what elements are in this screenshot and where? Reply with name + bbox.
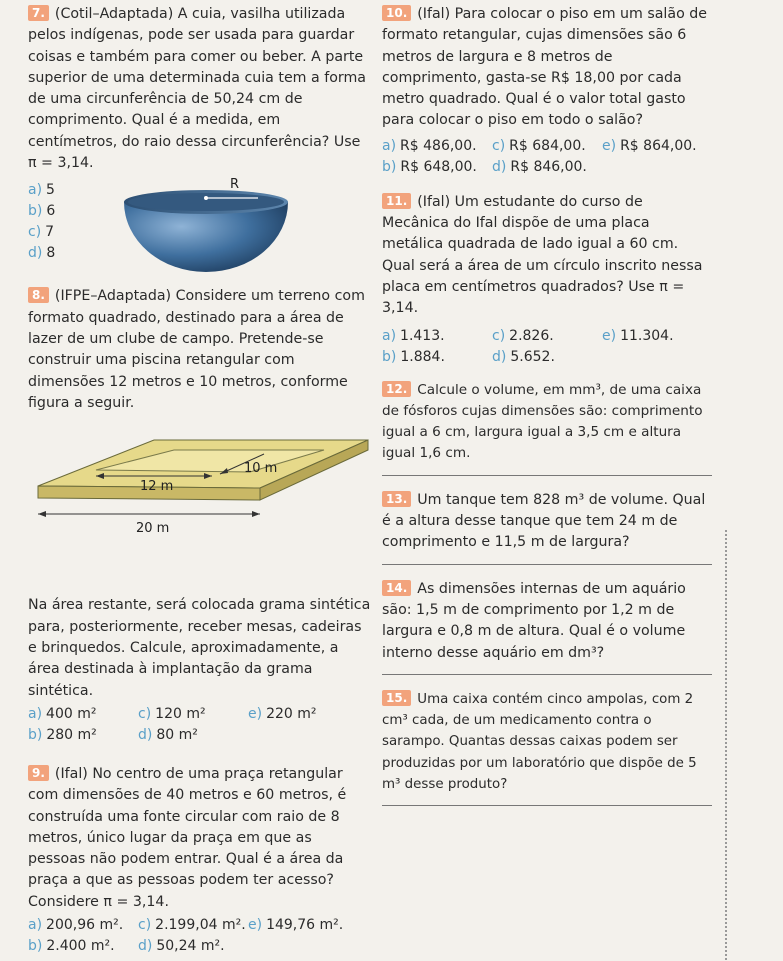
- question-9-option-d[interactable]: d) 50,24 m².: [138, 938, 225, 955]
- page-edge-dots: [725, 530, 727, 960]
- question-9-options: [28, 915, 373, 957]
- right-column: [382, 4, 712, 820]
- question-7-option-d[interactable]: d) 8: [28, 245, 56, 262]
- question-10-text: [382, 4, 712, 132]
- question-14-statement: As dimensões internas de um aquário são: 1,5 m de comprimento por 1,2 m de largura e 0,8 m de altura. Qual é o volume interno desse aquário em dm³?: [382, 580, 686, 661]
- question-12-number: 12.: [382, 381, 411, 397]
- question-7-number: 7.: [28, 5, 49, 21]
- question-10-statement: (Ifal) Para colocar o piso em um salão de formato retangular, cujas dimensões são 6 metros de largura e 8 metros de comprimento, gasta-se R$ 18,00 por cada metro quadrado. Qual é o valor total gasto para colocar o piso em todo o salão?: [382, 6, 707, 129]
- cuia-bowl-figure: [106, 170, 306, 274]
- question-11-option-c[interactable]: c) 2.826.: [492, 327, 554, 344]
- question-8-option-e[interactable]: e) 220 m²: [248, 705, 317, 722]
- question-14: [382, 579, 712, 675]
- pool-figure: [28, 420, 373, 580]
- question-11-statement: (Ifal) Um estudante do curso de Mecânica do Ifal dispõe de uma placa metálica quadrada de lado igual a 60 cm. Qual será a área de um círculo inscrito nessa placa em centímetros quadrados? Use π = 3,14.: [382, 193, 703, 317]
- question-10-option-a[interactable]: a) R$ 486,00.: [382, 137, 477, 154]
- inner-width-label: 10 m: [244, 461, 278, 477]
- question-13: [382, 490, 712, 565]
- question-8-option-c[interactable]: c) 120 m²: [138, 705, 206, 722]
- question-10-option-d[interactable]: d) R$ 846,00.: [492, 158, 587, 175]
- question-11-option-b[interactable]: b) 1.884.: [382, 348, 445, 365]
- question-7-text: [28, 4, 373, 174]
- question-11-text: [382, 192, 712, 320]
- question-8-statement: (IFPE–Adaptada) Considere um terreno com formato quadrado, destinado para a área de lazer de um clube de campo. Pretende-se construir uma piscina retangular com dimensões 12 metros e 10 metros, conforme figura a seguir.: [28, 288, 365, 411]
- question-7-option-b[interactable]: b) 6: [28, 203, 56, 220]
- question-15-statement: Uma caixa contém cinco ampolas, com 2 cm³ cada, de um medicamento contra o sarampo. Quantas dessas caixas podem ser produzidas por um laboratório que dispõe de 5 m³ desse produto?: [382, 691, 697, 793]
- question-9-statement: (Ifal) No centro de uma praça retangular com dimensões de 40 metros e 60 metros, é construída uma fonte circular com raio de 8 metros, único lugar da praça em que as pessoas não podem entrar. Qual é a área da praça a que as pessoas podem ter acesso? Considere π = 3,14.: [28, 765, 347, 910]
- question-8-option-b[interactable]: b) 280 m²: [28, 726, 97, 743]
- question-11-options: [382, 326, 712, 368]
- question-7-statement: (Cotil–Adaptada) A cuia, vasilha utilizada pelos indígenas, pode ser usada para guardar coisas e também para comer ou beber. A parte superior de uma determinada cuia tem a forma de uma circunferência de 50,24 cm de comprimento. Qual é a medida, em centímetros, do raio dessa circunferência? Use π = 3,14.: [28, 6, 366, 172]
- answer-line-13[interactable]: [382, 564, 712, 565]
- question-7-option-c[interactable]: c) 7: [28, 224, 55, 241]
- left-column: [28, 4, 373, 961]
- question-9-option-e[interactable]: e) 149,76 m².: [248, 917, 344, 934]
- question-10: [382, 4, 712, 178]
- question-9: [28, 764, 373, 957]
- question-9-option-b[interactable]: b) 2.400 m².: [28, 938, 115, 955]
- question-15-number: 15.: [382, 690, 411, 706]
- question-10-option-c[interactable]: c) R$ 684,00.: [492, 137, 586, 154]
- answer-line-14[interactable]: [382, 674, 712, 675]
- answer-line-15[interactable]: [382, 805, 712, 806]
- question-7-option-a[interactable]: a) 5: [28, 182, 55, 199]
- question-10-option-b[interactable]: b) R$ 648,00.: [382, 158, 477, 175]
- pool-figure-wrap: [28, 420, 373, 587]
- question-8-text-2: Na área restante, será colocada grama sintética para, posteriormente, receber mesas, cadeiras e brinquedos. Calcule, aproximadamente, a área destinada à implantação da grama sintética.: [28, 597, 371, 699]
- question-8-option-a[interactable]: a) 400 m²: [28, 705, 97, 722]
- question-11-option-d[interactable]: d) 5.652.: [492, 348, 555, 365]
- question-9-number: 9.: [28, 765, 49, 781]
- question-8-number: 8.: [28, 287, 49, 303]
- inner-length-label: 12 m: [140, 479, 174, 495]
- question-11-option-a[interactable]: a) 1.413.: [382, 327, 445, 344]
- question-15-text: [382, 689, 712, 795]
- question-9-option-a[interactable]: a) 200,96 m².: [28, 917, 124, 934]
- question-12: [382, 380, 712, 476]
- question-12-statement: Calcule o volume, em mm³, de uma caixa de fósforos cujas dimensões são: comprimento igual a 6 cm, largura igual a 3,5 cm e altura igual 1,6 cm.: [382, 381, 703, 462]
- question-7-options: [28, 180, 88, 264]
- question-9-text: [28, 764, 373, 913]
- question-14-text: [382, 579, 712, 664]
- question-8: [28, 286, 373, 746]
- answer-line-12[interactable]: [382, 475, 712, 476]
- question-13-statement: Um tanque tem 828 m³ de volume. Qual é a altura desse tanque que tem 24 m de comprimento e 11,5 m de largura?: [382, 491, 706, 551]
- question-10-number: 10.: [382, 5, 411, 21]
- question-11: [382, 192, 712, 368]
- outer-side-label: 20 m: [136, 521, 170, 537]
- question-10-options: [382, 136, 712, 178]
- question-8-options: [28, 704, 373, 746]
- question-15: [382, 689, 712, 806]
- question-8-text: [28, 286, 373, 414]
- question-12-text: [382, 380, 712, 465]
- question-11-number: 11.: [382, 193, 411, 209]
- question-7: [28, 4, 373, 280]
- question-7-body: [28, 176, 373, 280]
- question-14-number: 14.: [382, 580, 411, 596]
- question-10-option-e[interactable]: e) R$ 864,00.: [602, 137, 697, 154]
- question-13-text: [382, 490, 712, 554]
- question-13-number: 13.: [382, 491, 411, 507]
- radius-label: R: [230, 177, 240, 193]
- question-9-option-c[interactable]: c) 2.199,04 m².: [138, 917, 246, 934]
- question-11-option-e[interactable]: e) 11.304.: [602, 327, 674, 344]
- question-8-option-d[interactable]: d) 80 m²: [138, 726, 198, 743]
